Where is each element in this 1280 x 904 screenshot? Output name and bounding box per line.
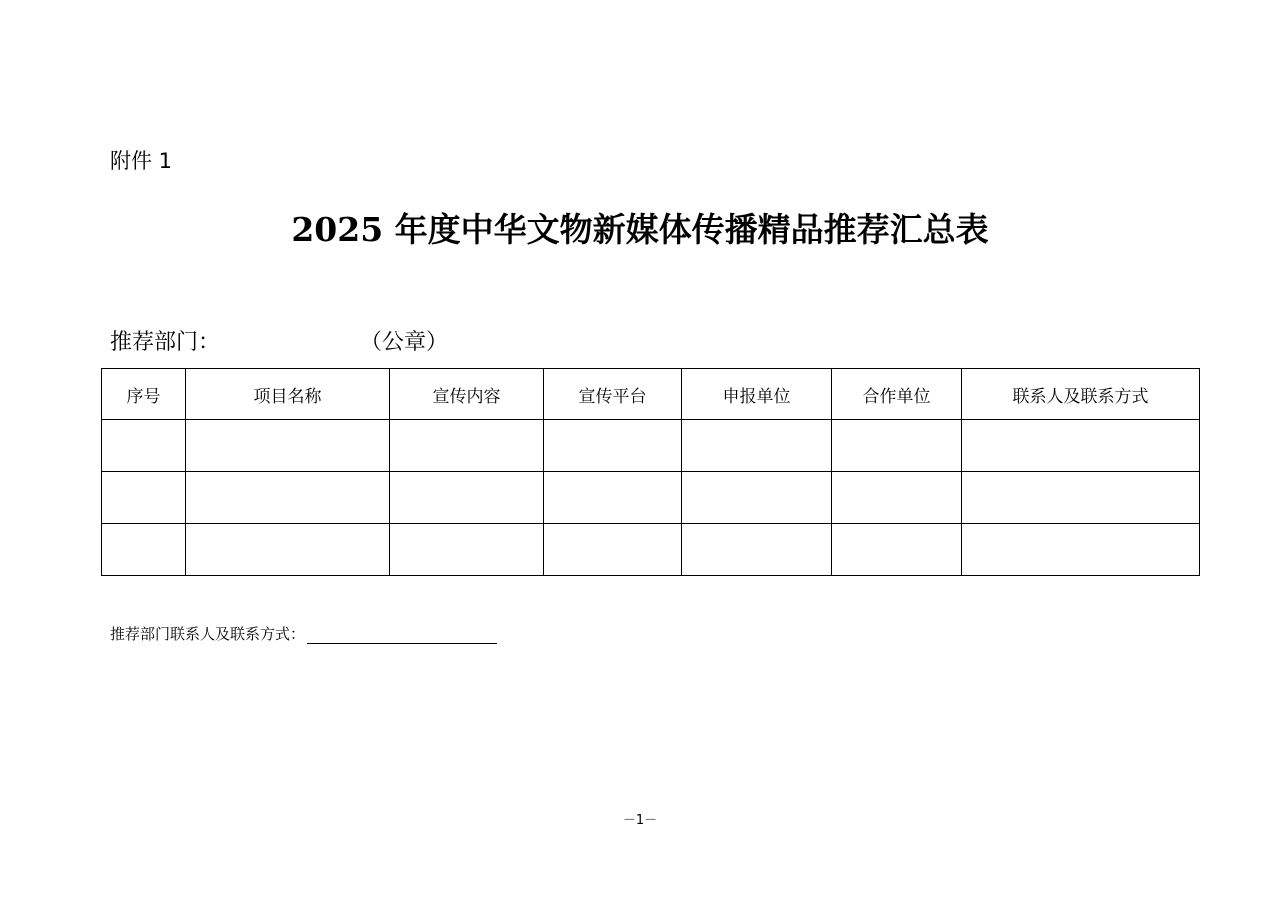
table-cell <box>544 420 682 472</box>
table-cell <box>102 420 186 472</box>
table-cell <box>962 420 1200 472</box>
table-row <box>102 524 1200 576</box>
document-title: 2025 年度中华文物新媒体传播精品推荐汇总表 <box>291 210 989 249</box>
table-cell <box>682 472 832 524</box>
header-partner-unit: 合作单位 <box>832 369 962 420</box>
table-cell <box>832 524 962 576</box>
summary-table <box>101 368 1200 576</box>
header-applicant-unit: 申报单位 <box>682 369 832 420</box>
table-cell <box>682 524 832 576</box>
table-cell <box>682 420 832 472</box>
contact-fill-in-blank <box>307 627 497 644</box>
table-cell <box>390 420 544 472</box>
header-promotion-platform: 宣传平台 <box>544 369 682 420</box>
table-cell <box>544 524 682 576</box>
attachment-label: 附件 1 <box>110 149 173 173</box>
table-cell <box>186 420 390 472</box>
table-cell <box>962 524 1200 576</box>
table-cell <box>390 524 544 576</box>
table-cell <box>102 472 186 524</box>
table-cell <box>544 472 682 524</box>
department-contact-label: 推荐部门联系人及联系方式： <box>110 625 306 643</box>
department-contact-line <box>110 624 497 644</box>
table-cell <box>186 472 390 524</box>
official-seal-note: （公章） <box>360 330 449 355</box>
table-row <box>102 472 1200 524</box>
header-contact-info: 联系人及联系方式 <box>962 369 1200 420</box>
recommending-department-line <box>110 328 710 358</box>
header-serial-number: 序号 <box>102 369 186 420</box>
table-header-row <box>102 369 1200 420</box>
header-project-name: 项目名称 <box>186 369 390 420</box>
table-row <box>102 420 1200 472</box>
page-number: －1－ <box>622 813 658 828</box>
table-cell <box>186 524 390 576</box>
table-cell <box>102 524 186 576</box>
table-cell <box>832 420 962 472</box>
table-cell <box>390 472 544 524</box>
header-promotion-content: 宣传内容 <box>390 369 544 420</box>
table-cell <box>962 472 1200 524</box>
table-cell <box>832 472 962 524</box>
recommending-department-label: 推荐部门： <box>110 330 221 355</box>
